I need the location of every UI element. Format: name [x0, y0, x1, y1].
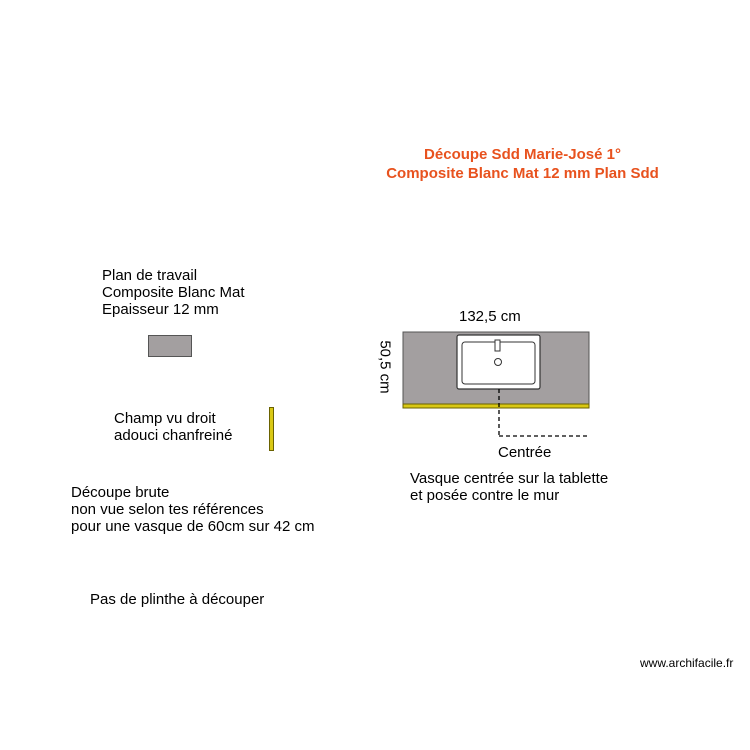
- plinthe-note: Pas de plinthe à découper: [90, 591, 265, 608]
- tap-icon: [495, 340, 500, 351]
- decoupe-note-line-1: Découpe brute: [71, 484, 170, 501]
- legend-plan-text: [102, 267, 245, 318]
- title-line-1: Découpe Sdd Marie-José 1°: [424, 146, 621, 163]
- legend-plan-line-2: Composite Blanc Mat: [102, 284, 245, 301]
- countertop-plan-drawing: [395, 325, 600, 445]
- legend-plan-line-1: Plan de travail: [102, 267, 198, 284]
- page-title: [340, 145, 705, 183]
- decoupe-note: [71, 484, 314, 535]
- legend-champ-line-1: Champ vu droit: [114, 410, 216, 427]
- drain-icon: [495, 359, 502, 366]
- legend-champ-text: [114, 410, 232, 444]
- countertop-front-edge: [403, 404, 589, 408]
- legend-plan-swatch: [148, 335, 192, 357]
- decoupe-note-line-3: pour une vasque de 60cm sur 42 cm: [71, 518, 315, 535]
- plan-caption-line-2: et posée contre le mur: [410, 487, 560, 504]
- watermark: www.archifacile.fr: [640, 656, 734, 670]
- decoupe-note-line-2: non vue selon tes références: [71, 501, 264, 518]
- plan-caption-line-1: Vasque centrée sur la tablette: [410, 470, 609, 487]
- legend-champ-swatch: [269, 407, 274, 451]
- width-dimension-label: 132,5 cm: [459, 308, 521, 325]
- title-line-2: Composite Blanc Mat 12 mm Plan Sdd: [386, 165, 659, 182]
- plan-caption: [410, 470, 608, 504]
- centre-label: Centrée: [498, 444, 552, 461]
- legend-plan-line-3: Epaisseur 12 mm: [102, 301, 219, 318]
- depth-dimension-label: 50,5 cm: [376, 340, 394, 394]
- legend-champ-line-2: adouci chanfreiné: [114, 427, 233, 444]
